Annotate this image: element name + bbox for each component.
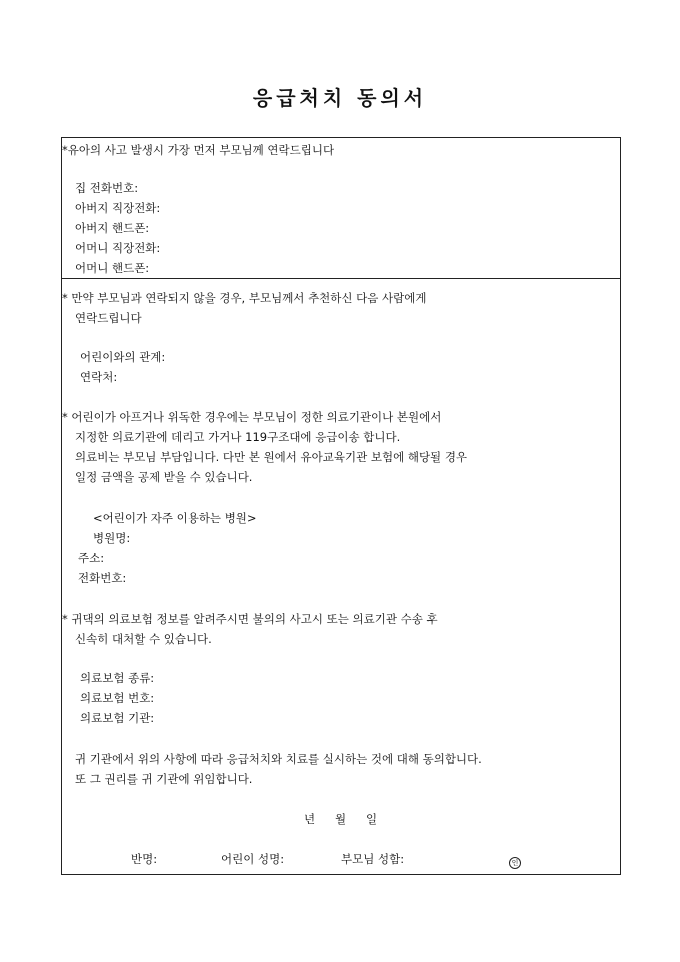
hospital-phone-field[interactable]: 전화번호: [78, 571, 127, 585]
date-year: 년 [304, 812, 316, 826]
mother-work-phone-field[interactable]: 어머니 직장전화: [75, 241, 161, 255]
consent-line1: 귀 기관에서 위의 사항에 따라 응급처치와 치료를 실시하는 것에 대해 동의합니다. [75, 752, 482, 766]
section1-heading: *유아의 사고 발생시 가장 먼저 부모님께 연락드립니다 [62, 143, 335, 157]
hospital-heading: <어린이가 자주 이용하는 병원> [93, 511, 257, 525]
page-title: 응급처치 동의서 [252, 86, 428, 110]
section-divider [61, 278, 621, 279]
contact-field[interactable]: 연락처: [80, 370, 118, 384]
hospital-address-field[interactable]: 주소: [78, 551, 105, 565]
section3-line4: 일정 금액을 공제 받을 수 있습니다. [75, 470, 253, 484]
section2-line1: * 만약 부모님과 연락되지 않을 경우, 부모님께서 추천하신 다음 사람에게 [62, 291, 427, 305]
relation-field[interactable]: 어린이와의 관계: [80, 350, 166, 364]
section3-line3: 의료비는 부모님 부담입니다. 다만 본 원에서 유아교육기관 보험에 해당될 경우 [75, 450, 468, 464]
class-name-field[interactable]: 반명: [131, 852, 158, 866]
father-work-phone-field[interactable]: 아버지 직장전화: [75, 201, 161, 215]
insurance-number-field[interactable]: 의료보험 번호: [80, 691, 155, 705]
seal-mark: 인 [509, 857, 521, 869]
child-name-field[interactable]: 어린이 성명: [221, 852, 285, 866]
mother-mobile-field[interactable]: 어머니 핸드폰: [75, 261, 150, 275]
section4-line2: 신속히 대처할 수 있습니다. [75, 632, 212, 646]
date-month: 월 [335, 812, 347, 826]
section3-line2: 지정한 의료기관에 데리고 가거나 119구조대에 응급이송 합니다. [75, 430, 401, 444]
consent-line2: 또 그 권리를 귀 기관에 위임합니다. [75, 772, 253, 786]
section4-line1: * 귀댁의 의료보험 정보를 알려주시면 불의의 사고시 또는 의료기관 수송 후 [62, 612, 438, 626]
insurance-agency-field[interactable]: 의료보험 기관: [80, 711, 155, 725]
father-mobile-field[interactable]: 아버지 핸드폰: [75, 221, 150, 235]
insurance-type-field[interactable]: 의료보험 종류: [80, 671, 155, 685]
section3-line1: * 어린이가 아프거나 위독한 경우에는 부모님이 정한 의료기관이나 본원에서 [62, 410, 442, 424]
home-phone-field[interactable]: 집 전화번호: [75, 181, 139, 195]
parent-name-field[interactable]: 부모님 성함: [341, 852, 405, 866]
hospital-name-field[interactable]: 병원명: [93, 531, 131, 545]
date-day: 일 [366, 812, 378, 826]
section2-line2: 연락드립니다 [75, 311, 142, 325]
